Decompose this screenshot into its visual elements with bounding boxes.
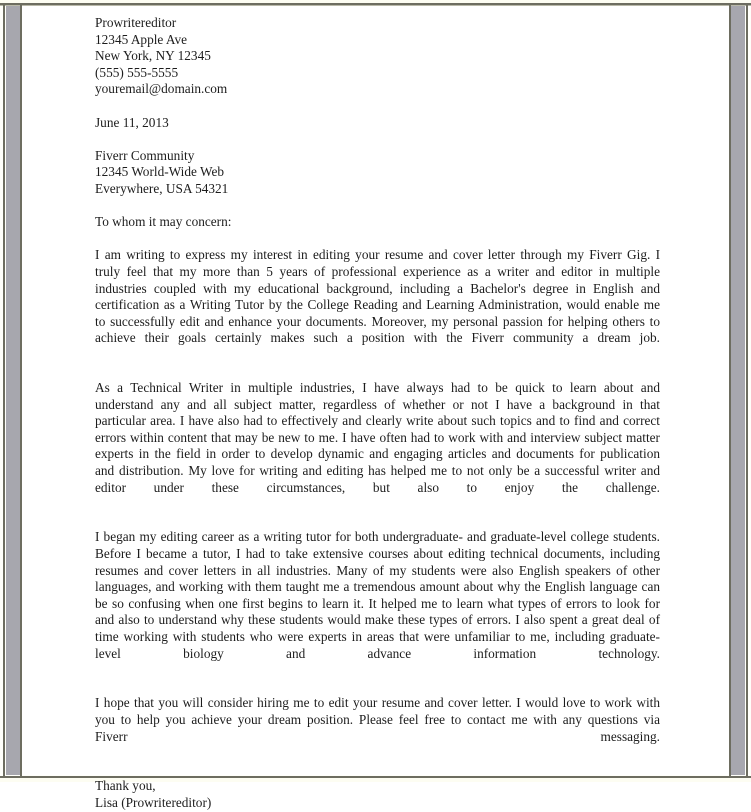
spacer [95,131,660,148]
sender-email: youremail@domain.com [95,81,228,97]
right-scroll-gutter[interactable] [731,6,745,775]
spacer [95,679,660,696]
spacer [95,762,660,779]
sender-street: 12345 Apple Ave [95,31,188,47]
sender-address-block [95,15,660,98]
spacer [95,98,660,115]
body-paragraph-2: As a Technical Writer in multiple industries, I have always had to be quick to learn about and understand any and all subject matter, regardless of whether or not I have a background in that particular area. I have also had to effectively and clearly write about such topics and to find and correct errors within content that may be new to me. I have often had to work with and interview subject matter experts in the field in order to develop dynamic and engaging articles and documents for publication and distribution. My love for writing and editing has helped me to not only be a successful writer and editor under these circumstances, but also to enjoy the challenge. [95,380,660,495]
sender-city-state-zip: New York, NY 12345 [95,48,211,64]
left-scroll-gutter[interactable] [6,6,20,775]
spacer [95,363,660,380]
letter-date: June 11, 2013 [95,114,169,130]
document-page [22,6,729,810]
body-paragraph-4: I hope that you will consider hiring me to edit your resume and cover letter. I would love to work with you to help you achieve your dream position. Please feel free to contact me with any questions via Fiverr messaging. [95,695,660,744]
body-paragraph-3: I began my editing career as a writing tutor for both undergraduate- and graduate-level college students. Before I became a tutor, I had to take extensive courses about editing technical documents, including resumes and cover letters in all industries. Many of my students were also English speakers of other languages, and working with them taught me a tremendous amount about why the English language can be so confusing when one first begins to learn it. It helped me to learn what types of errors to look for and also to understand why these students would make these types of errors. I also spent a great deal of time working with students who were experts in areas that were unfamiliar to me, including graduate-level biology and advance information technology. [95,529,660,661]
recipient-street: 12345 World-Wide Web [95,164,225,180]
recipient-address-block [95,148,660,198]
cover-letter-body [95,15,660,812]
spacer [95,198,660,215]
spacer [95,513,660,530]
body-paragraph-1: I am writing to express my interest in editing your resume and cover letter through my Fiverr Gig. I truly feel that my more than 5 years of professional experience as a writer and editor in multiple industries coupled with my educational background, including a Bachelor's degree in English and certification as a Writing Tutor by the College Reading and Learning Administration, would enable me to successfully edit and enhance your documents. Moreover, my personal passion for helping others to achieve their goals certainly makes such a position with the Fiverr community a dream job. [95,247,660,346]
frame-left-outer-border [3,5,5,776]
closing-block [95,778,660,811]
closing-salutation: Thank you, [95,778,156,794]
salutation: To whom it may concern: [95,214,232,230]
recipient-city-state-zip: Everywhere, USA 54321 [95,180,229,196]
frame-right-outer-border [746,5,748,776]
sender-phone: (555) 555-5555 [95,64,179,80]
spacer [95,231,660,248]
sender-name: Prowritereditor [95,15,177,30]
closing-signature: Lisa (Prowritereditor) [95,794,212,810]
recipient-organization: Fiverr Community [95,147,195,163]
